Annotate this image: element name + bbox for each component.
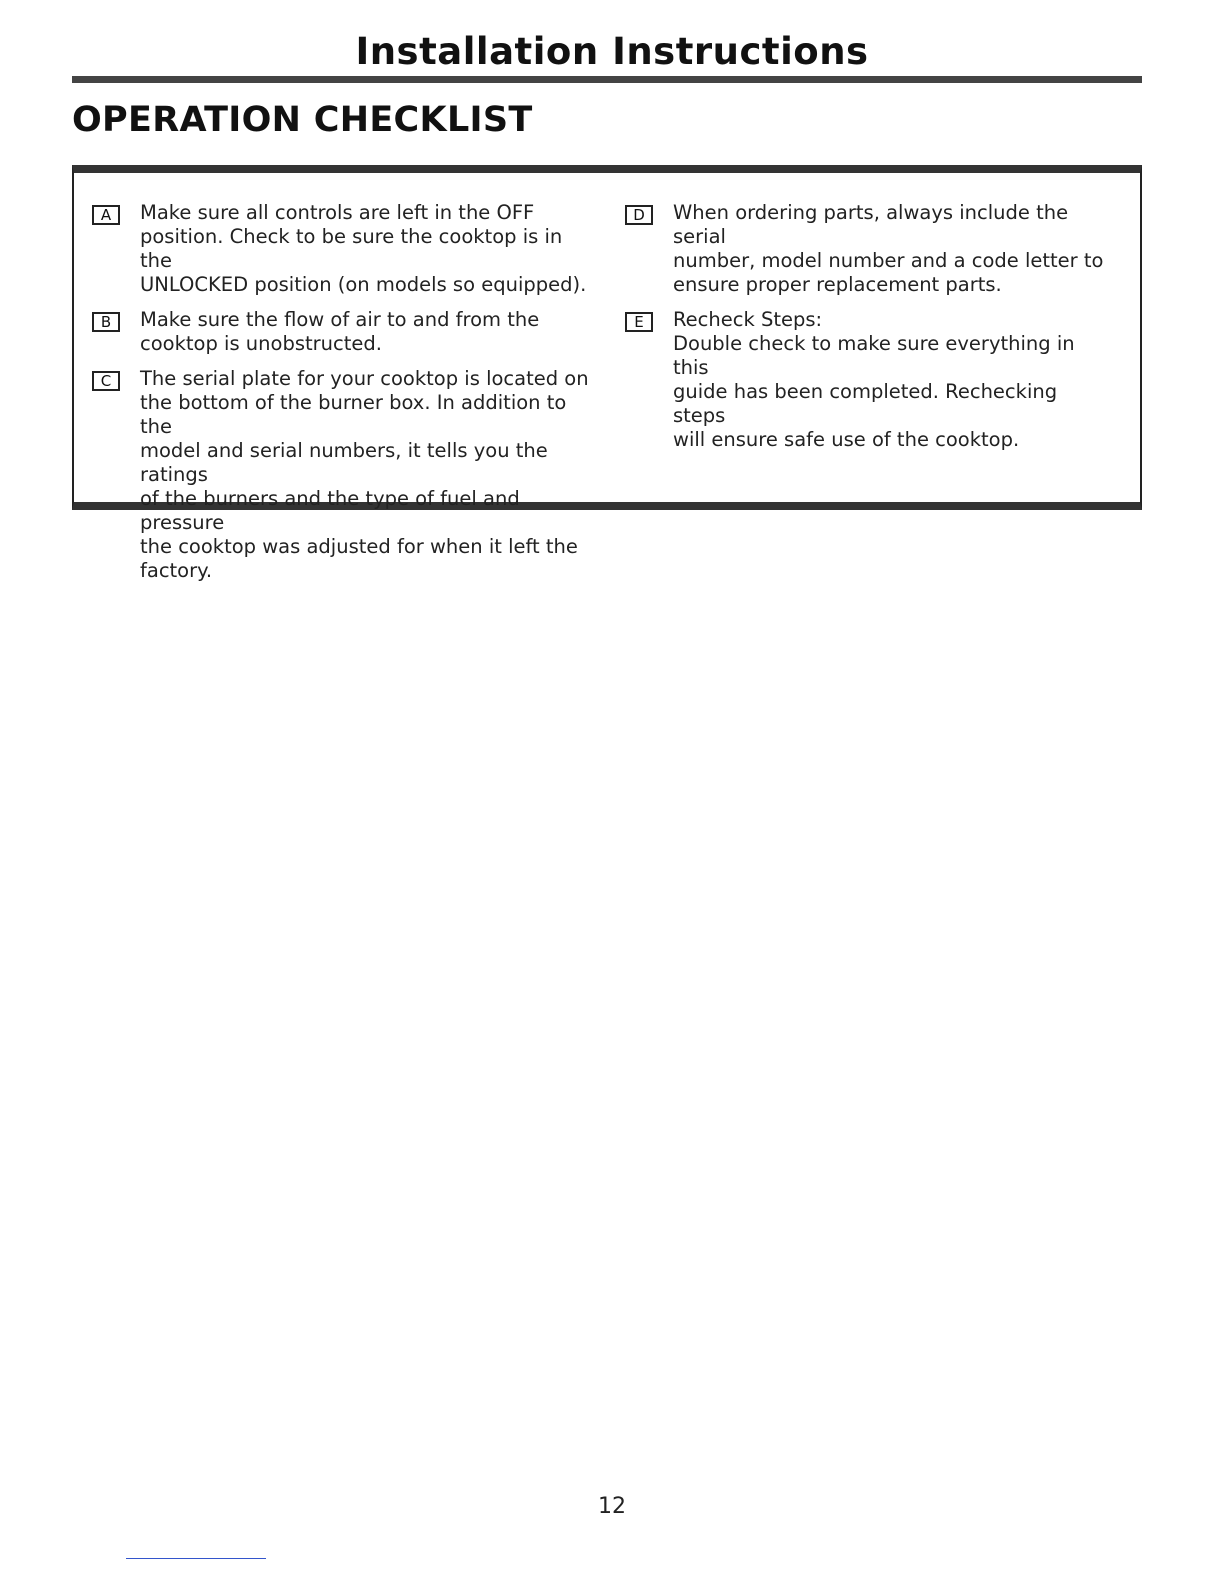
- footer-rule: [126, 1558, 266, 1559]
- page-header-title: Installation Instructions: [355, 30, 869, 73]
- checkbox-letter-a[interactable]: A: [92, 205, 120, 225]
- header-divider: [72, 76, 1142, 83]
- operation-checklist-box: [72, 165, 1142, 582]
- checklist-right-column: [625, 201, 1115, 464]
- checklist-item-e: [625, 308, 1115, 452]
- checklist-item-b-text: Make sure the flow of air to and from the cooktop is unobstructed.: [140, 308, 540, 355]
- checklist-item-c: [92, 367, 592, 583]
- checklist-item-a-text: Make sure all controls are left in the OFF position. Check to be sure the cooktop is in the UNLOCKED position (on models so equipped).: [140, 201, 587, 296]
- checklist-item-e-text: Recheck Steps: Double check to make sure everything in this guide has been completed. Rechecking steps will ensure safe use of the cooktop.: [673, 308, 1075, 451]
- checkbox-letter-b[interactable]: B: [92, 312, 120, 332]
- checkbox-letter-e[interactable]: E: [625, 312, 653, 332]
- checkbox-letter-c[interactable]: C: [92, 371, 120, 391]
- checklist-item-a: [92, 201, 592, 297]
- checkbox-letter-d[interactable]: D: [625, 205, 653, 225]
- section-title: OPERATION CHECKLIST: [72, 100, 533, 140]
- checklist-item-c-text: The serial plate for your cooktop is located on the bottom of the burner box. In addition to the model and serial numbers, it tells you the ratings of the burners and the type of fuel and pressure the cooktop was adjusted for when it left the factory.: [140, 367, 589, 582]
- page-number: 12: [598, 1494, 626, 1519]
- checklist-item-d-text: When ordering parts, always include the serial number, model number and a code letter to ensure proper replacement parts.: [673, 201, 1104, 296]
- checklist-item-d: [625, 201, 1115, 297]
- checklist-item-b: [92, 308, 592, 356]
- checklist-left-column: [92, 201, 592, 595]
